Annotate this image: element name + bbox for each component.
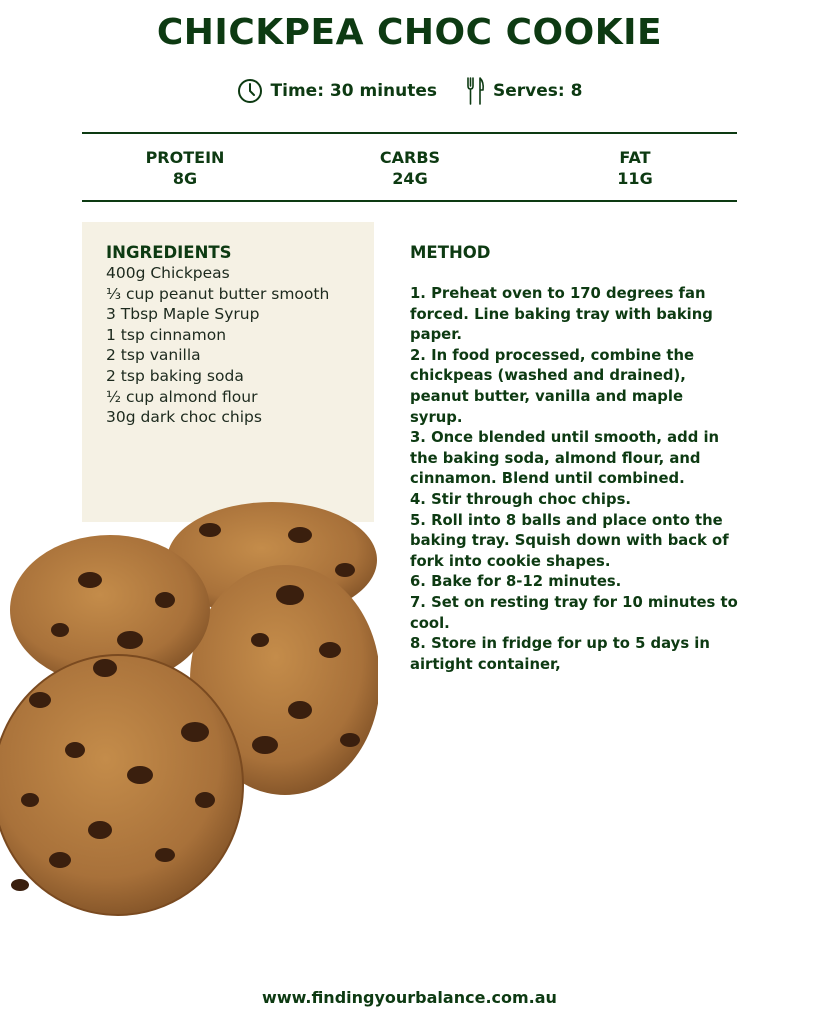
ingredient-item: 3 Tbsp Maple Syrup <box>106 305 260 324</box>
method-step: 4. Stir through choc chips. <box>410 490 631 508</box>
macro-label: FAT <box>619 148 651 167</box>
method-heading: METHOD <box>410 243 491 262</box>
serves-label: Serves: 8 <box>493 81 583 101</box>
ingredients-list <box>106 263 329 428</box>
clock-icon <box>237 78 263 104</box>
macro-fat <box>535 147 735 189</box>
ingredient-item: 2 tsp baking soda <box>106 366 244 385</box>
footer-website[interactable]: www.findingyourbalance.com.au <box>262 988 557 1007</box>
ingredients-heading: INGREDIENTS <box>106 243 232 262</box>
method-step: 7. Set on resting tray for 10 minutes to cool. <box>410 593 738 632</box>
method-step: 1. Preheat oven to 170 degrees fan forced. Line baking tray with baking paper. <box>410 285 713 344</box>
method-step: 2. In food processed, combine the chickpeas (washed and drained), peanut butter, vanilla and maple syrup. <box>410 346 695 426</box>
cutlery-icon <box>465 76 485 106</box>
macro-value: 24G <box>392 169 428 188</box>
divider-bottom <box>82 200 737 202</box>
macro-carbs <box>310 147 510 189</box>
recipe-meta <box>0 76 819 106</box>
divider-top <box>82 132 737 134</box>
ingredient-item: 30g dark choc chips <box>106 408 262 427</box>
method-step: 8. Store in fridge for up to 5 days in airtight container, <box>410 635 710 673</box>
macro-value: 8G <box>172 169 198 188</box>
ingredient-item: ⅓ cup peanut butter smooth <box>106 284 330 303</box>
method-step: 6. Bake for 8-12 minutes. <box>410 573 622 591</box>
method-step: 5. Roll into 8 balls and place onto the baking tray. Squish down with back of fork into cookie shapes. <box>410 511 729 570</box>
macro-label: CARBS <box>379 148 441 167</box>
ingredient-item: ½ cup almond flour <box>106 387 258 406</box>
time-label: Time: 30 minutes <box>270 81 438 101</box>
method-step: 3. Once blended until smooth, add in the baking soda, almond flour, and cinnamon. Blend until combined. <box>410 429 720 488</box>
macro-value: 11G <box>617 169 653 188</box>
macro-label: PROTEIN <box>145 148 225 167</box>
ingredient-item: 400g Chickpeas <box>106 264 230 282</box>
method-steps <box>410 284 740 675</box>
ingredient-item: 2 tsp vanilla <box>106 346 201 365</box>
macro-protein <box>85 147 285 189</box>
ingredient-item: 1 tsp cinnamon <box>106 325 227 344</box>
cookies-image <box>0 500 378 920</box>
recipe-title: CHICKPEA CHOC COOKIE <box>156 12 663 53</box>
